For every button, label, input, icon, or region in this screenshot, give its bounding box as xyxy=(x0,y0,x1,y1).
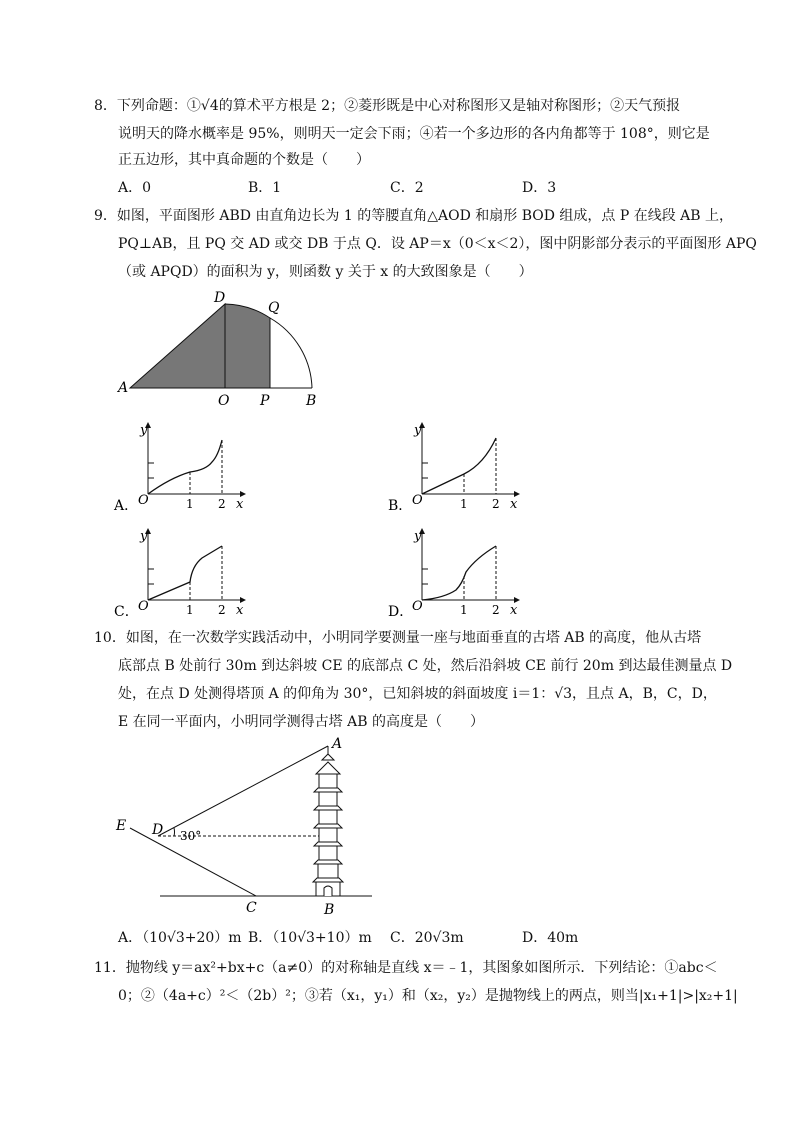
svg-text:2: 2 xyxy=(218,603,226,617)
q10-option-b[interactable]: B．（10√3+10）m xyxy=(248,930,372,946)
q11-line-2: 0；②（4a+c）²＜（2b）²；③若（x₁，y₁）和（x₂，y₂）是抛物线上的两点，则当|x₁+1|>|x₂+1| xyxy=(118,988,738,1004)
svg-text:1: 1 xyxy=(186,603,194,617)
q10-option-a[interactable]: A．（10√3+20）m xyxy=(118,930,242,946)
label-q: Q xyxy=(268,300,280,316)
q9-line-1: 9．如图，平面图形 ABD 由直角边长为 1 的等腰直角△AOD 和扇形 BOD 组成，点 P 在线段 AB 上， xyxy=(94,208,734,224)
q10-line-1: 10．如图，在一次数学实践活动中，小明同学要测量一座与地面垂直的古塔 AB 的高度，他从古塔 xyxy=(94,630,702,646)
q10-option-c[interactable]: C．20√3m xyxy=(390,930,464,946)
q10-option-d[interactable]: D．40m xyxy=(522,930,579,946)
q10-line-3: 处，在点 D 处测得塔顶 A 的仰角为 30°，已知斜坡的斜面坡度 i＝1：√3，且点 A，B，C，D， xyxy=(118,686,717,702)
q8-option-d[interactable]: D．3 xyxy=(522,180,557,196)
label-e: E xyxy=(116,818,127,834)
q9-line-2: PQ⊥AB，且 PQ 交 AD 或交 DB 于点 Q．设 AP＝x（0＜x＜2），图中阴影部分表示的平面图形 APQ xyxy=(118,236,757,252)
q10-line-2: 底部点 B 处前行 30m 到达斜坡 CE 的底部点 C 处，然后沿斜坡 CE 前行 20m 到达最佳测量点 D xyxy=(118,658,733,674)
q9-graph-b[interactable] xyxy=(384,418,544,516)
arc-qb xyxy=(270,318,312,388)
svg-text:x: x xyxy=(236,497,244,512)
label-b: B xyxy=(324,902,335,916)
svg-text:2: 2 xyxy=(218,497,226,511)
svg-text:y: y xyxy=(414,423,422,438)
svg-text:y: y xyxy=(140,529,148,544)
svg-text:1: 1 xyxy=(460,603,468,617)
q9-option-b-label: B． xyxy=(388,498,413,514)
label-p: P xyxy=(260,393,270,409)
q10-figure xyxy=(110,736,390,916)
svg-text:1: 1 xyxy=(460,497,468,511)
label-d: D xyxy=(214,290,226,306)
label-c: C xyxy=(246,900,257,916)
q9-graph-d[interactable] xyxy=(384,524,544,622)
pagoda-icon xyxy=(313,746,343,896)
svg-text:x: x xyxy=(510,603,518,618)
q9-graph-a[interactable] xyxy=(110,418,270,516)
label-o: O xyxy=(218,393,230,409)
label-d: D xyxy=(152,822,164,838)
q8-line-2: 说明天的降水概率是 95%，则明天一定会下雨；④若一个多边形的各内角都等于 108°，则它是 xyxy=(118,126,710,142)
svg-text:2: 2 xyxy=(492,497,500,511)
q8-line-3: 正五边形，其中真命题的个数是（ ） xyxy=(118,152,370,168)
svg-text:O: O xyxy=(412,493,423,508)
shaded-sector-part xyxy=(225,304,270,388)
angle-label: 30° xyxy=(180,829,202,843)
svg-text:O: O xyxy=(138,599,149,614)
svg-text:y: y xyxy=(414,529,422,544)
q8-option-a[interactable]: A．0 xyxy=(118,180,152,196)
svg-text:O: O xyxy=(412,599,423,614)
q9-graph-c[interactable] xyxy=(110,524,270,622)
svg-text:2: 2 xyxy=(492,603,500,617)
svg-text:x: x xyxy=(510,497,518,512)
svg-text:O: O xyxy=(138,493,149,508)
q9-line-3: （或 APQD）的面积为 y，则函数 y 关于 x 的大致图象是（ ） xyxy=(118,264,533,280)
q9-figure xyxy=(110,288,330,410)
q10-line-4: E 在同一平面内，小明同学测得古塔 AB 的高度是（ ） xyxy=(118,714,484,730)
q8-line-1: 8．下列命题：①√4的算术平方根是 2；②菱形既是中心对称图形又是轴对称图形；②天气预报 xyxy=(94,98,681,114)
label-a: A xyxy=(332,736,343,752)
q9-option-c-label: C． xyxy=(114,604,139,620)
q11-line-1: 11．抛物线 y＝ax²+bx+c（a≠0）的对称轴是直线 x＝﹣1，其图象如图所示．下列结论：①abc＜ xyxy=(94,960,718,976)
svg-text:x: x xyxy=(236,603,244,618)
svg-text:1: 1 xyxy=(186,497,194,511)
q9-option-a-label: A． xyxy=(114,498,139,514)
q8-option-c[interactable]: C．2 xyxy=(390,180,424,196)
triangle-aod xyxy=(130,304,225,388)
sightline-da xyxy=(158,746,328,836)
label-b: B xyxy=(306,393,317,409)
label-a: A xyxy=(118,380,129,396)
svg-text:y: y xyxy=(140,423,148,438)
q8-option-b[interactable]: B．1 xyxy=(248,180,282,196)
q9-option-d-label: D． xyxy=(388,604,414,620)
